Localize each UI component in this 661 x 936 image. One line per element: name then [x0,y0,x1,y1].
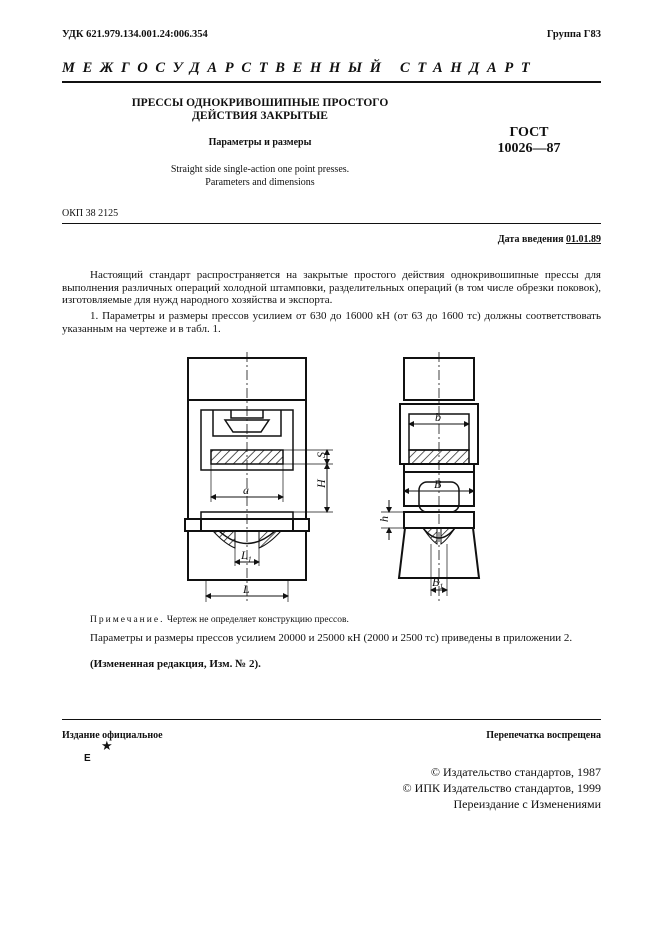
title-line-1: ПРЕССЫ ОДНОКРИВОШИПНЫЕ ПРОСТОГО [131,97,389,109]
english-title-line-2: Parameters and dimensions [205,177,315,188]
label-b1-sub: 1 [439,582,444,591]
gost-number: 10026—87 [497,141,561,156]
document-title [100,97,420,123]
udk-code: УДК 621.979.134.001.24:006.354 [62,29,208,40]
front-cushion-right [259,531,281,548]
front-bolster-left-cap [185,519,201,531]
label-l1-main: L [241,548,248,562]
section-rule [62,223,601,224]
front-bolster-right-cap [293,519,309,531]
reissue-note: Переиздание с Изменениями [453,797,601,811]
label-h: H [314,479,328,488]
paragraph-scope: Настоящий стандарт распространяется на закрытые простого действия однокривошипные прессы для выполнения различных операций холодной штамповки, разделительных операций (в том числе обрезки поковок), изготовляемые для нужд народного хозяйства и экспорта. [62,269,601,306]
footer-rule [62,719,601,720]
side-cushion-left [423,528,437,544]
interstate-standard-banner: МЕЖГОСУДАРСТВЕННЫЙ СТАНДАРТ [62,60,538,76]
english-title-line-1: Straight side single-action one point presses. [170,164,350,175]
label-b: b [435,410,441,424]
note-label: Примечание. [90,615,165,625]
e-mark: Е [84,753,91,764]
title-line-2: ДЕЙСТВИЯ ЗАКРЫТЫЕ [192,110,328,122]
amendment-note: (Измененная редакция, Изм. № 2). [90,658,261,670]
gost-label: ГОСТ [509,125,549,140]
label-l: L [243,582,250,596]
gost-designation [470,125,588,157]
date-value: 01.01.89 [566,234,601,245]
label-a: a [243,483,249,497]
label-h-small: h [377,516,391,522]
side-cushion-right [441,528,455,544]
document-subtitle: Параметры и размеры [208,137,312,148]
date-label: Дата введения [497,234,564,245]
label-bb: B [434,477,442,491]
paragraph-appendix-reference: Параметры и размеры прессов усилием 20000 и 25000 кН (2000 и 2500 тс) приведены в приложении 2. [90,632,573,644]
star-icon: ★ [101,738,113,753]
press-drawing [175,352,495,610]
introduction-date [498,234,601,245]
copyright-1987: © Издательство стандартов, 1987 [430,765,601,779]
header-rule [62,81,601,83]
front-cushion-left [213,531,235,548]
paragraph-clause-1: 1. Параметры и размеры прессов усилием от 630 до 16000 кН (от 63 до 1600 тс) должны соответствовать указанным на чертеже и в табл. 1. [62,310,601,335]
reprint-prohibited-label: Перепечатка воспрещена [486,730,601,741]
label-l1-sub: 1 [247,555,252,564]
note-text: Чертеж не определяет конструкцию прессов. [166,615,349,625]
copyright-1999: © ИПК Издательство стандартов, 1999 [402,781,601,795]
drawing-note [90,615,349,625]
official-edition-label: Издание официальное [62,730,163,741]
label-l1 [240,548,252,564]
label-s: S [314,452,328,458]
group-code: Группа Г83 [546,29,601,40]
english-title [100,163,420,189]
label-b1-main: B [432,575,440,589]
okp-code: ОКП 38 2125 [62,208,119,219]
